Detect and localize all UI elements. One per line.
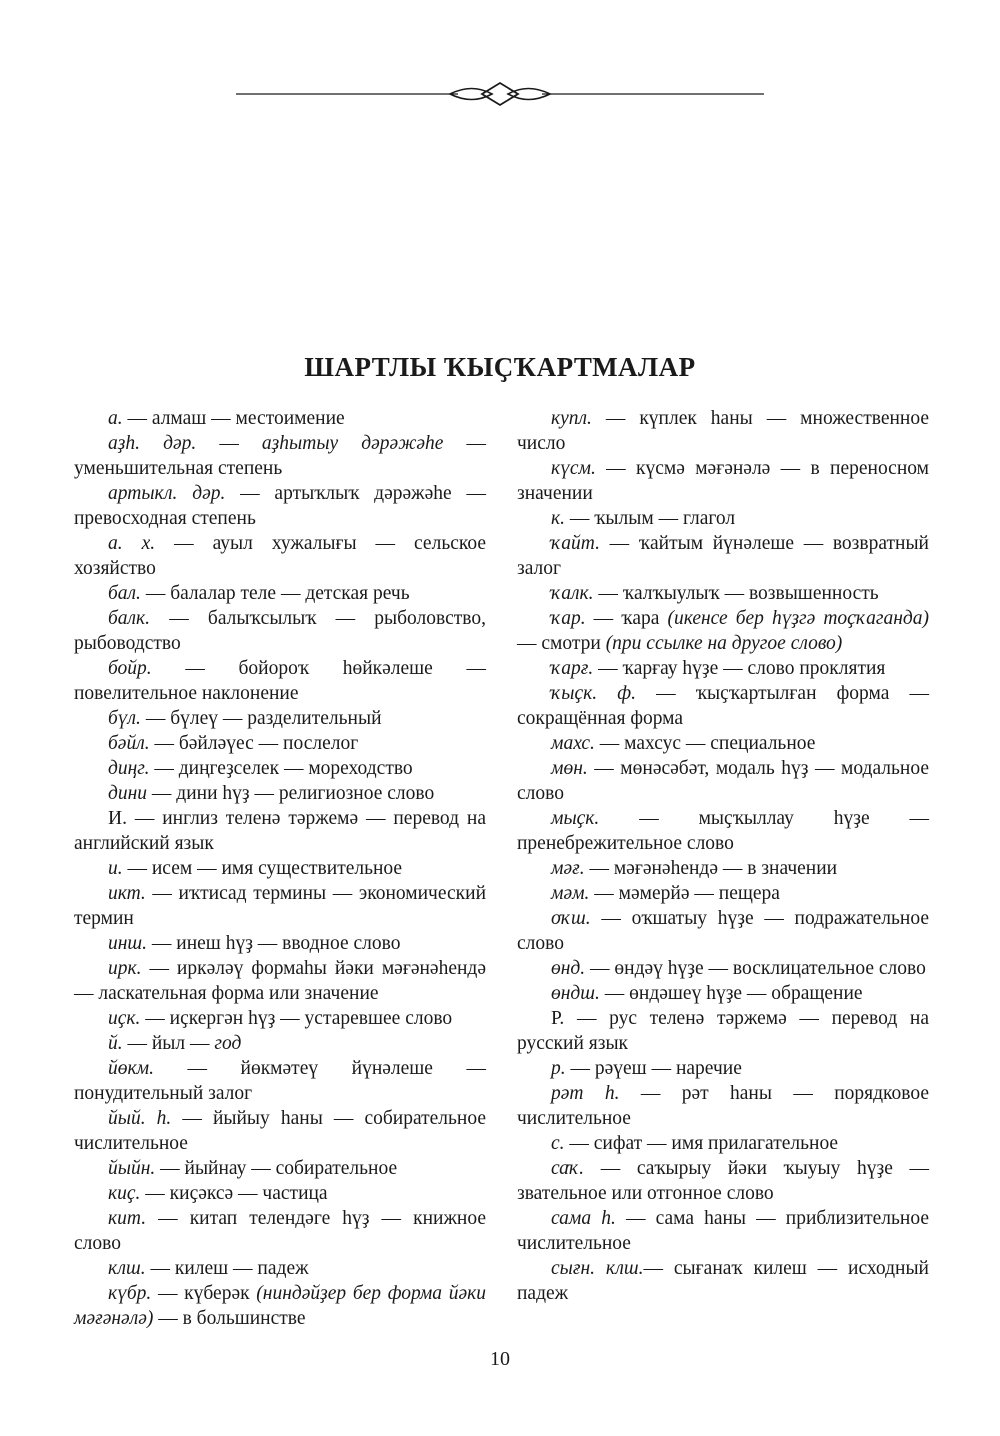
abbreviation: кит. [108, 1208, 147, 1229]
abbreviation-entry [517, 1206, 929, 1256]
italic-note: (икенсе бер hүҙгә тоҫҡаганда) [667, 608, 929, 629]
term-italic: аҙhытыу дәрәжәhе [261, 433, 444, 454]
definition: — йыйнау — собирательное [155, 1158, 398, 1179]
abbreviation: мәғ. [551, 858, 585, 879]
abbreviation-entry [74, 881, 486, 931]
definition: — балыҡсылыҡ — рыболовство, рыбоводство [74, 608, 486, 654]
definition: — күберәк [151, 1283, 257, 1304]
abbreviation-entry [517, 656, 929, 681]
definition: — килеш — падеж [145, 1258, 309, 1279]
abbreviation: ирк. [108, 958, 142, 979]
abbreviation-entry [517, 1081, 929, 1131]
abbreviation-entry [517, 456, 929, 506]
abbreviation: артыкл. дәр. [108, 483, 226, 504]
italic-note: (при ссылке на другое слово) [605, 633, 843, 654]
abbreviation: өндш. [551, 983, 600, 1004]
definition: — йыйыу hаны — собирательное числительное [74, 1108, 486, 1154]
abbreviation: аҙh. дәр. [108, 433, 197, 454]
abbreviation: р. [551, 1058, 566, 1079]
abbreviation: инш. [108, 933, 148, 954]
abbreviation-entry [74, 781, 486, 806]
abbreviation-entry [74, 1006, 486, 1031]
abbreviation: сама h. [551, 1208, 616, 1229]
abbreviation-entry [517, 681, 929, 731]
abbreviation: йөкм. [108, 1058, 154, 1079]
definition: — өндәшеү hүҙе — обращение [599, 983, 863, 1004]
definition: — уменьшительная степень [74, 433, 486, 479]
definition: — ҡыҫҡартылған форма — сокращённая форма [517, 683, 929, 729]
abbreviation-entry [517, 606, 929, 656]
abbreviation-entry [74, 1206, 486, 1256]
definition: — рәт hаны — порядковое числительное [517, 1083, 929, 1129]
abbreviation: балк. [108, 608, 151, 629]
definition: — мөнәсәбәт, модаль hүҙ — модальное слово [517, 758, 929, 804]
definition: — махсус — специальное [594, 733, 816, 754]
abbreviation-entry [74, 1106, 486, 1156]
abbreviation-entry [517, 856, 929, 881]
abbreviation-entry [74, 431, 486, 481]
double-diamond-ornament-icon [236, 80, 764, 108]
abbreviation-entry [517, 581, 929, 606]
definition: — сама hаны — приблизительное числительное [517, 1208, 929, 1254]
abbreviation-entry [517, 881, 929, 906]
definition: — иркәләү формаhы йәки мәғәнәhендә — ласкательная форма или значение [74, 958, 486, 1004]
abbreviation: мәм. [551, 883, 590, 904]
abbreviation-entry [74, 706, 486, 731]
definition: — саҡырыу йәки ҡыуыу hүҙе — звательное или отгонное слово [517, 1158, 929, 1204]
abbreviation: мөн. [551, 758, 588, 779]
definition: — ҡалҡыулыҡ — возвышенность [593, 583, 879, 604]
definition: — алмаш — местоимение [122, 408, 345, 429]
abbreviation-entry [74, 1181, 486, 1206]
abbreviation: бойр. [108, 658, 152, 679]
abbreviation-entry [517, 756, 929, 806]
abbreviation-entry [74, 731, 486, 756]
abbreviation: ҡалк. [551, 583, 594, 604]
definition: — китап телендәге hүҙ — книжное слово [74, 1208, 486, 1254]
definition: — мәғәнәhендә — в значении [584, 858, 838, 879]
definition: — күплек hаны — множественное число [517, 408, 929, 454]
abbreviation: махс. [551, 733, 595, 754]
page-title: ШАРТЛЫ ҠЫҪҠАРТМАЛАР [304, 352, 696, 382]
abbreviation-entry [517, 506, 929, 531]
abbreviation-entry [74, 956, 486, 1006]
abbreviation: ҡарғ. [551, 658, 594, 679]
abbreviation: иҫк. [108, 1008, 141, 1029]
definition: — бүлеү — разделительный [140, 708, 382, 729]
abbreviation-entry [74, 531, 486, 581]
abbreviation-entry [517, 1256, 929, 1306]
definition: — иҡтисад термины — экономический термин [74, 883, 486, 929]
abbreviation-entry [517, 731, 929, 756]
abbreviation: йыйн. [108, 1158, 156, 1179]
abbreviation-entry [74, 806, 486, 856]
abbreviation-entry [517, 1156, 929, 1206]
abbreviation: клш. [108, 1258, 146, 1279]
abbreviation-entry [74, 1056, 486, 1106]
abbreviation-entry [517, 1006, 929, 1056]
abbreviation: с. [551, 1133, 565, 1154]
abbreviation-entry [74, 481, 486, 531]
abbreviation-entry [74, 931, 486, 956]
abbreviation-entry [517, 406, 929, 456]
abbreviation: рәт h. [551, 1083, 620, 1104]
abbreviation: й. [108, 1033, 123, 1054]
abbreviation: бәйл. [108, 733, 150, 754]
abbreviation-entry [74, 656, 486, 706]
definition: — оҡшатыу hүҙе — подражательное слово [517, 908, 929, 954]
abbreviation: диңг. [108, 758, 150, 779]
abbreviation: а. [108, 408, 123, 429]
abbreviation: өнд. [551, 958, 586, 979]
definition: — күсмә мәғәнәлә — в переносном значении [517, 458, 929, 504]
abbreviation: бүл. [108, 708, 141, 729]
abbreviation: ҡыҫк. ф. [551, 683, 637, 704]
page-number: 10 [490, 1348, 510, 1370]
abbreviation: икт. [108, 883, 146, 904]
abbreviation-entry [74, 1256, 486, 1281]
abbreviation: күсм. [551, 458, 596, 479]
left-column [74, 406, 486, 1331]
right-column [517, 406, 929, 1306]
abbreviation: күбр. [108, 1283, 152, 1304]
definition: — исем — имя существительное [122, 858, 403, 879]
definition: — ҡарғау hүҙе — слово проклятия [593, 658, 886, 679]
abbreviation: саҡ. [551, 1158, 585, 1179]
abbreviation: йый. h. [108, 1108, 172, 1129]
abbreviation-entry [74, 606, 486, 656]
abbreviation: киҫ. [108, 1183, 141, 1204]
definition: — иҫкергән hүҙ — устаревшее слово [140, 1008, 453, 1029]
abbreviation-entry [517, 956, 929, 981]
abbreviation: а. х. [108, 533, 156, 554]
definition: — ҡайтым йүнәлеше — возвратный залог [517, 533, 929, 579]
abbreviation-entry [74, 1031, 486, 1056]
definition: — ҡылым — глагол [565, 508, 736, 529]
abbreviation-entry [74, 1156, 486, 1181]
definition: — йыл — [122, 1033, 215, 1054]
definition: — диңгеҙселек — мореходство [149, 758, 413, 779]
abbreviation-entry [74, 406, 486, 431]
abbreviation: купл. [551, 408, 592, 429]
definition: — ауыл хужалығы — сельское хозяйство [74, 533, 486, 579]
abbreviation-entry [517, 981, 929, 1006]
definition: — йөкмәтеү йүнәлеше — понудительный залог [74, 1058, 486, 1104]
abbreviation-entry [74, 856, 486, 881]
definition: И. — инглиз теленә тәржемә — перевод на английский язык [74, 808, 486, 854]
definition: Р. — рус теленә тәржемә — перевод на русский язык [517, 1008, 929, 1054]
definition: — инеш hүҙ — вводное слово [147, 933, 401, 954]
definition: — балалар теле — детская речь [140, 583, 410, 604]
italic-note: год [214, 1033, 242, 1054]
abbreviation: и. [108, 858, 123, 879]
abbreviation: оҡш. [551, 908, 591, 929]
italic-note: (ниндәйҙер бер форма йәки мәғәнәлә) [74, 1283, 486, 1329]
abbreviation-entry [517, 806, 929, 856]
abbreviation: дини [108, 783, 148, 804]
definition: — бәйләүес — послелог [149, 733, 359, 754]
definition: — сифат — имя прилагательное [564, 1133, 839, 1154]
definition: — мыҫҡыллау hүҙе — пренебрежительное слово [517, 808, 929, 854]
abbreviation-entry [74, 1281, 486, 1331]
definition: — киҫәксә — частица [140, 1183, 328, 1204]
abbreviation-entry [517, 906, 929, 956]
definition: — сығанаҡ килеш — исходный падеж [517, 1258, 929, 1304]
abbreviation-entry [517, 1056, 929, 1081]
definition: — рәүеш — наречие [565, 1058, 742, 1079]
definition: — ҡара [585, 608, 668, 629]
definition: — өндәү hүҙе — восклицательное слово [585, 958, 926, 979]
abbreviation: мыҫк. [551, 808, 600, 829]
abbreviation-entry [517, 1131, 929, 1156]
abbreviation-entry [74, 581, 486, 606]
definition: — дини hүҙ — религиозное слово [147, 783, 435, 804]
dash: — [196, 433, 262, 454]
definition-continued: — в большинстве [153, 1308, 306, 1329]
abbreviation: бал. [108, 583, 141, 604]
definition: — артыҡлыҡ дәрәжәhе — превосходная степень [74, 483, 486, 529]
abbreviation-entry [74, 756, 486, 781]
abbreviation: к. [551, 508, 565, 529]
definition: — бойороҡ hөйкәлеше — повелительное наклонение [74, 658, 486, 704]
abbreviation: ҡайт. [551, 533, 600, 554]
abbreviation: сығн. клш. [551, 1258, 644, 1279]
definition-continued: — смотри [517, 633, 606, 654]
abbreviation: ҡар. [551, 608, 586, 629]
abbreviation-entry [517, 531, 929, 581]
definition: — мәмерйә — пещера [589, 883, 780, 904]
